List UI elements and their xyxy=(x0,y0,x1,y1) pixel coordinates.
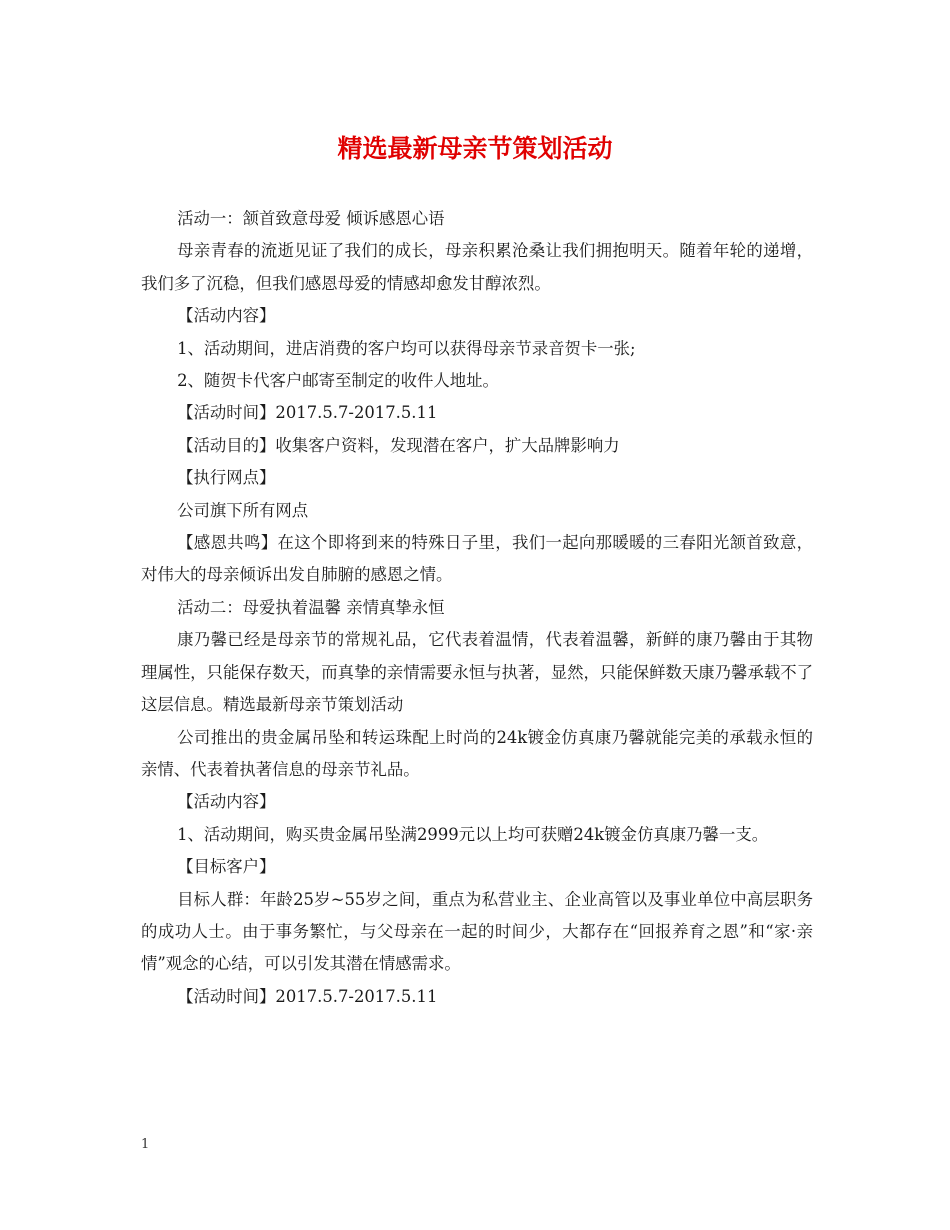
list-item: 1、活动期间，进店消费的客户均可以获得母亲节录音贺卡一张; xyxy=(177,338,636,358)
body-paragraph: 【感恩共鸣】在这个即将到来的特殊日子里，我们一起向那暖暖的三春阳光颔首致意，对伟大的母亲倾诉出发自肺腑的感恩之情。 xyxy=(141,533,813,585)
section-label: 【执行网点】 xyxy=(177,468,276,488)
document-body xyxy=(141,203,813,1013)
body-paragraph: 目标人群：年龄25岁~55岁之间，重点为私营业主、企业高管以及事业单位中高层职务的成功人士。由于事务繁忙，与父母亲在一起的时间少，大都存在“回报养育之恩”和“家·亲情”观念的心结，可以引发其潜在情感需求。 xyxy=(141,889,813,974)
body-paragraph: 公司推出的贵金属吊坠和转运珠配上时尚的24k镀金仿真康乃馨就能完美的承载永恒的亲情、代表着执著信息的母亲节礼品。 xyxy=(141,727,813,779)
section-label: 【活动内容】 xyxy=(177,306,276,326)
list-item: 1、活动期间，购买贵金属吊坠满2999元以上均可获赠24k镀金仿真康乃馨一支。 xyxy=(177,824,769,844)
body-paragraph: 母亲青春的流逝见证了我们的成长，母亲积累沧桑让我们拥抱明天。随着年轮的递增，我们多了沉稳，但我们感恩母爱的情感却愈发甘醇浓烈。 xyxy=(141,241,813,293)
activity-purpose: 【活动目的】收集客户资料，发现潜在客户，扩大品牌影响力 xyxy=(177,435,620,455)
list-item: 2、随贺卡代客户邮寄至制定的收件人地址。 xyxy=(177,371,499,391)
section-heading-activity-two: 活动二：母爱执着温馨 亲情真挚永恒 xyxy=(177,597,445,617)
document-title: 精选最新母亲节策划活动 xyxy=(337,134,613,163)
body-paragraph: 康乃馨已经是母亲节的常规礼品，它代表着温情，代表着温馨，新鲜的康乃馨由于其物理属性，只能保存数天，而真挚的亲情需要永恒与执著，显然，只能保鲜数天康乃馨承载不了这层信息。精选最新母亲节策划活动 xyxy=(141,630,814,715)
section-heading-activity-one: 活动一：颔首致意母爱 倾诉感恩心语 xyxy=(177,209,445,228)
activity-time: 【活动时间】2017.5.7-2017.5.11 xyxy=(177,986,438,1006)
body-paragraph: 公司旗下所有网点 xyxy=(177,500,309,520)
section-label: 【活动内容】 xyxy=(177,792,276,812)
section-label: 【目标客户】 xyxy=(177,857,276,877)
page-number: 1 xyxy=(141,1137,150,1152)
activity-time: 【活动时间】2017.5.7-2017.5.11 xyxy=(177,403,438,423)
